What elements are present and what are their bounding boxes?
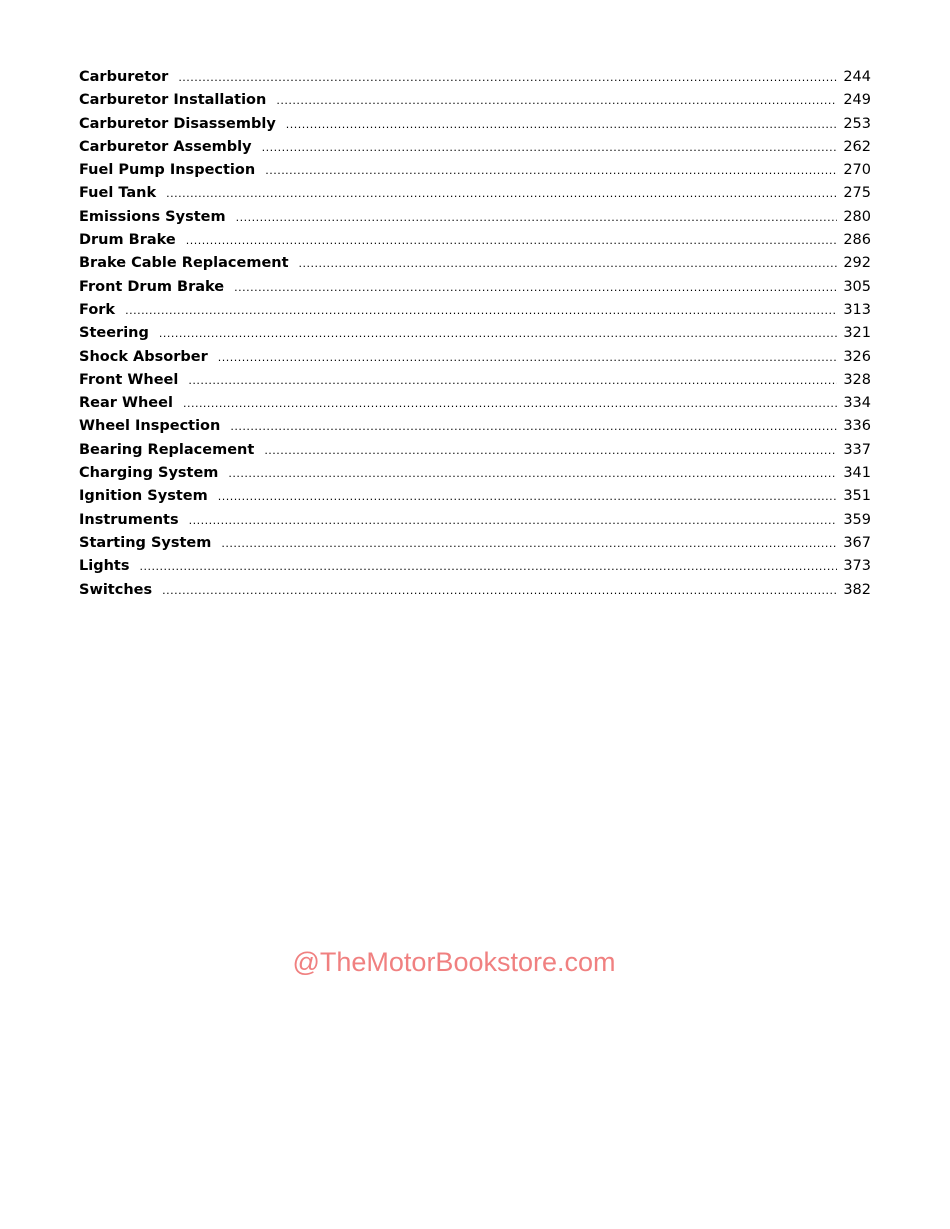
toc-entry-page-number: 321 [843,325,871,342]
toc-entry-title: Front Wheel [79,371,179,388]
toc-dot-leader [262,136,838,159]
toc-dot-leader [276,89,837,112]
toc-entry-page-number: 336 [843,418,871,435]
toc-dot-leader [218,485,838,508]
toc-entry-title: Front Drum Brake [79,278,225,295]
toc-entry-title: Brake Cable Replacement [79,255,289,272]
toc-entry-title: Emissions System [79,208,226,225]
toc-dot-leader [189,509,838,532]
toc-entry-title: Rear Wheel [79,395,173,412]
toc-entry-page-number: 341 [843,465,871,482]
toc-entry-page-number: 270 [843,162,871,179]
toc-entry-page-number: 253 [843,115,871,132]
toc-entry-title: Fuel Pump Inspection [79,162,256,179]
toc-dot-leader [286,113,838,136]
toc-dot-leader [234,276,837,299]
toc-entry-page-number: 337 [843,441,871,458]
toc-entry[interactable] [79,369,871,392]
toc-entry[interactable] [79,229,871,252]
toc-dot-leader [218,346,838,369]
toc-entry-title: Drum Brake [79,232,176,249]
toc-entry[interactable] [79,299,871,322]
toc-entry-title: Steering [79,325,149,342]
toc-entry-page-number: 359 [843,511,871,528]
toc-entry-page-number: 292 [843,255,871,272]
toc-entry-title: Carburetor Installation [79,92,267,109]
toc-dot-leader [299,252,838,275]
toc-entry[interactable] [79,159,871,182]
toc-entry-page-number: 262 [843,138,871,155]
toc-dot-leader [178,66,837,89]
toc-dot-leader [139,555,837,578]
toc-dot-leader [183,392,837,415]
toc-dot-leader [166,182,837,205]
toc-entry[interactable] [79,182,871,205]
toc-entry-title: Fuel Tank [79,185,157,202]
toc-entry[interactable] [79,509,871,532]
toc-entry-title: Bearing Replacement [79,441,255,458]
toc-dot-leader [186,229,838,252]
toc-entry-page-number: 305 [843,278,871,295]
toc-entry-page-number: 328 [843,371,871,388]
toc-entry[interactable] [79,462,871,485]
toc-entry[interactable] [79,439,871,462]
toc-entry[interactable] [79,579,871,602]
toc-dot-leader [159,322,837,345]
toc-entry-page-number: 334 [843,395,871,412]
toc-entry-page-number: 244 [843,69,871,85]
toc-entry-page-number: 313 [843,301,871,318]
toc-entry[interactable] [79,555,871,578]
toc-entry-page-number: 286 [843,232,871,249]
toc-entry-title: Starting System [79,534,212,551]
toc-entry-title: Instruments [79,511,179,528]
toc-entry[interactable] [79,322,871,345]
toc-dot-leader [230,415,837,438]
toc-entry-title: Charging System [79,465,219,482]
toc-entry-title: Wheel Inspection [79,418,221,435]
toc-entry-title: Lights [79,558,130,575]
toc-entry[interactable] [79,206,871,229]
toc-entry[interactable] [79,276,871,299]
toc-entry-page-number: 280 [843,208,871,225]
toc-dot-leader [265,159,837,182]
toc-entry[interactable] [79,113,871,136]
toc-dot-leader [236,206,838,229]
toc-entry[interactable] [79,485,871,508]
toc-entry[interactable] [79,136,871,159]
toc-entry-page-number: 326 [843,348,871,365]
toc-entry-page-number: 351 [843,488,871,505]
toc-entry[interactable] [79,532,871,555]
toc-dot-leader [188,369,837,392]
toc-entry-title: Ignition System [79,488,208,505]
toc-entry-title: Fork [79,301,116,318]
toc-entry[interactable] [79,392,871,415]
toc-entry-title: Carburetor Assembly [79,138,252,155]
toc-dot-leader [221,532,837,555]
toc-entry-title: Carburetor [79,69,169,85]
watermark: @TheMotorBookstore.com [292,947,616,977]
toc-dot-leader [162,579,837,602]
toc-entry[interactable] [79,415,871,438]
toc-entry[interactable] [79,346,871,369]
table-of-contents [79,66,871,602]
toc-entry-page-number: 373 [843,558,871,575]
toc-entry[interactable] [79,89,871,112]
toc-entry[interactable] [79,66,871,89]
toc-entry-title: Switches [79,581,153,598]
toc-dot-leader [264,439,837,462]
toc-dot-leader [228,462,837,485]
toc-entry[interactable] [79,252,871,275]
toc-entry-page-number: 275 [843,185,871,202]
toc-dot-leader [125,299,837,322]
toc-entry-page-number: 249 [843,92,871,109]
toc-entry-title: Shock Absorber [79,348,208,365]
toc-entry-title: Carburetor Disassembly [79,115,276,132]
toc-entry-page-number: 367 [843,534,871,551]
toc-entry-page-number: 382 [843,581,871,598]
